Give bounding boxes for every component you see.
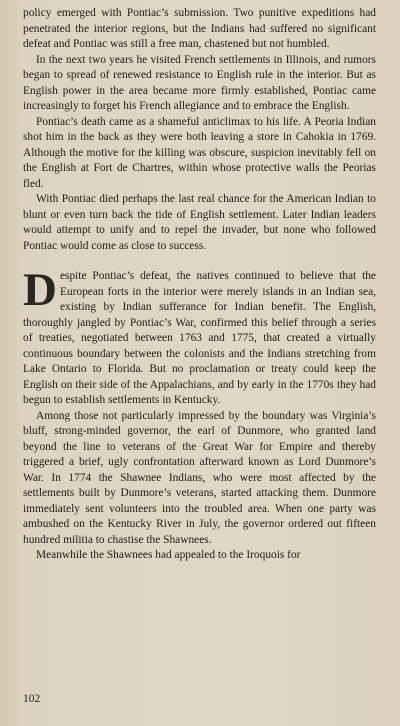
paragraph-continuation: policy emerged with Pontiac’s submission. Two punitive expeditions had penetrated the interior regions, but the Indians had suffered no significant defeat and Pontiac was still a free man, chastened but not humbled. (23, 7, 376, 50)
paragraph-death: Pontiac’s death came as a shameful anticlimax to his life. A Peoria Indian shot him in the back as they were both leaving a store in Cahokia in 1769. Although the motive for the killing was obscure, suspicion inevitably fell on the English at Fort de Chartres, within whose protective walls the Peorias fled. (23, 115, 376, 190)
section-break (23, 254, 376, 269)
paragraph-illinois: In the next two years he visited French settlements in Illinois, and rumors began to spread of renewed resistance to English rule in the interior. But as English power in the area became more firmly established, Pontiac came increasingly to forget his French allegiance and to embrace the English. (23, 53, 376, 112)
paragraph-dropcap (23, 264, 376, 409)
paragraph-last-chance: With Pontiac died perhaps the last real chance for the American Indian to blunt or even turn back the tide of English settlement. Later Indian leaders would attempt to unify and to repel the invader, but none who followed Pontiac would come as close to success. (23, 193, 376, 252)
paragraph-dunmore: Among those not particularly impressed by the boundary was Virginia’s bluff, strong-minded governor, the earl of Dunmore, who granted land beyond the line to veterans of the Great War for Empire and thereby triggered a brief, ugly confrontation afterward known as Lord Dunmore’s War. In 1774 the Shawnee Indians, who were most affected by the settlements built by Dunmore’s veterans, started attacking them. Dunmore immediately sent volunteers into the troubled area. When one party was ambushed on the Kentucky River in July, the governor ordered out fifteen hundred militia to chastise the Shawnees. (23, 409, 376, 546)
drop-cap-letter: D (23, 264, 57, 316)
paragraph-iroquois: Meanwhile the Shawnees had appealed to the Iroquois for (36, 549, 301, 561)
page-number: 102 (23, 693, 41, 705)
dropcap-paragraph-text: espite Pontiac’s defeat, the natives continued to believe that the European forts in the interior were merely islands in an Indian sea, existing by Indian sufferance for Indian benefit. The English, thoroughly jangled by Pontiac’s War, confirmed this belief through a series of treaties, negotiated between 1763 and 1775, that created a virtually continuous boundary between the colonists and the Indians stretching from Lake Ontario to Florida. But no proclamation or treaty could keep the English on their side of the Appalachians, and by early in the 1770s they had begun to establish settlements in Kentucky. (23, 270, 376, 406)
